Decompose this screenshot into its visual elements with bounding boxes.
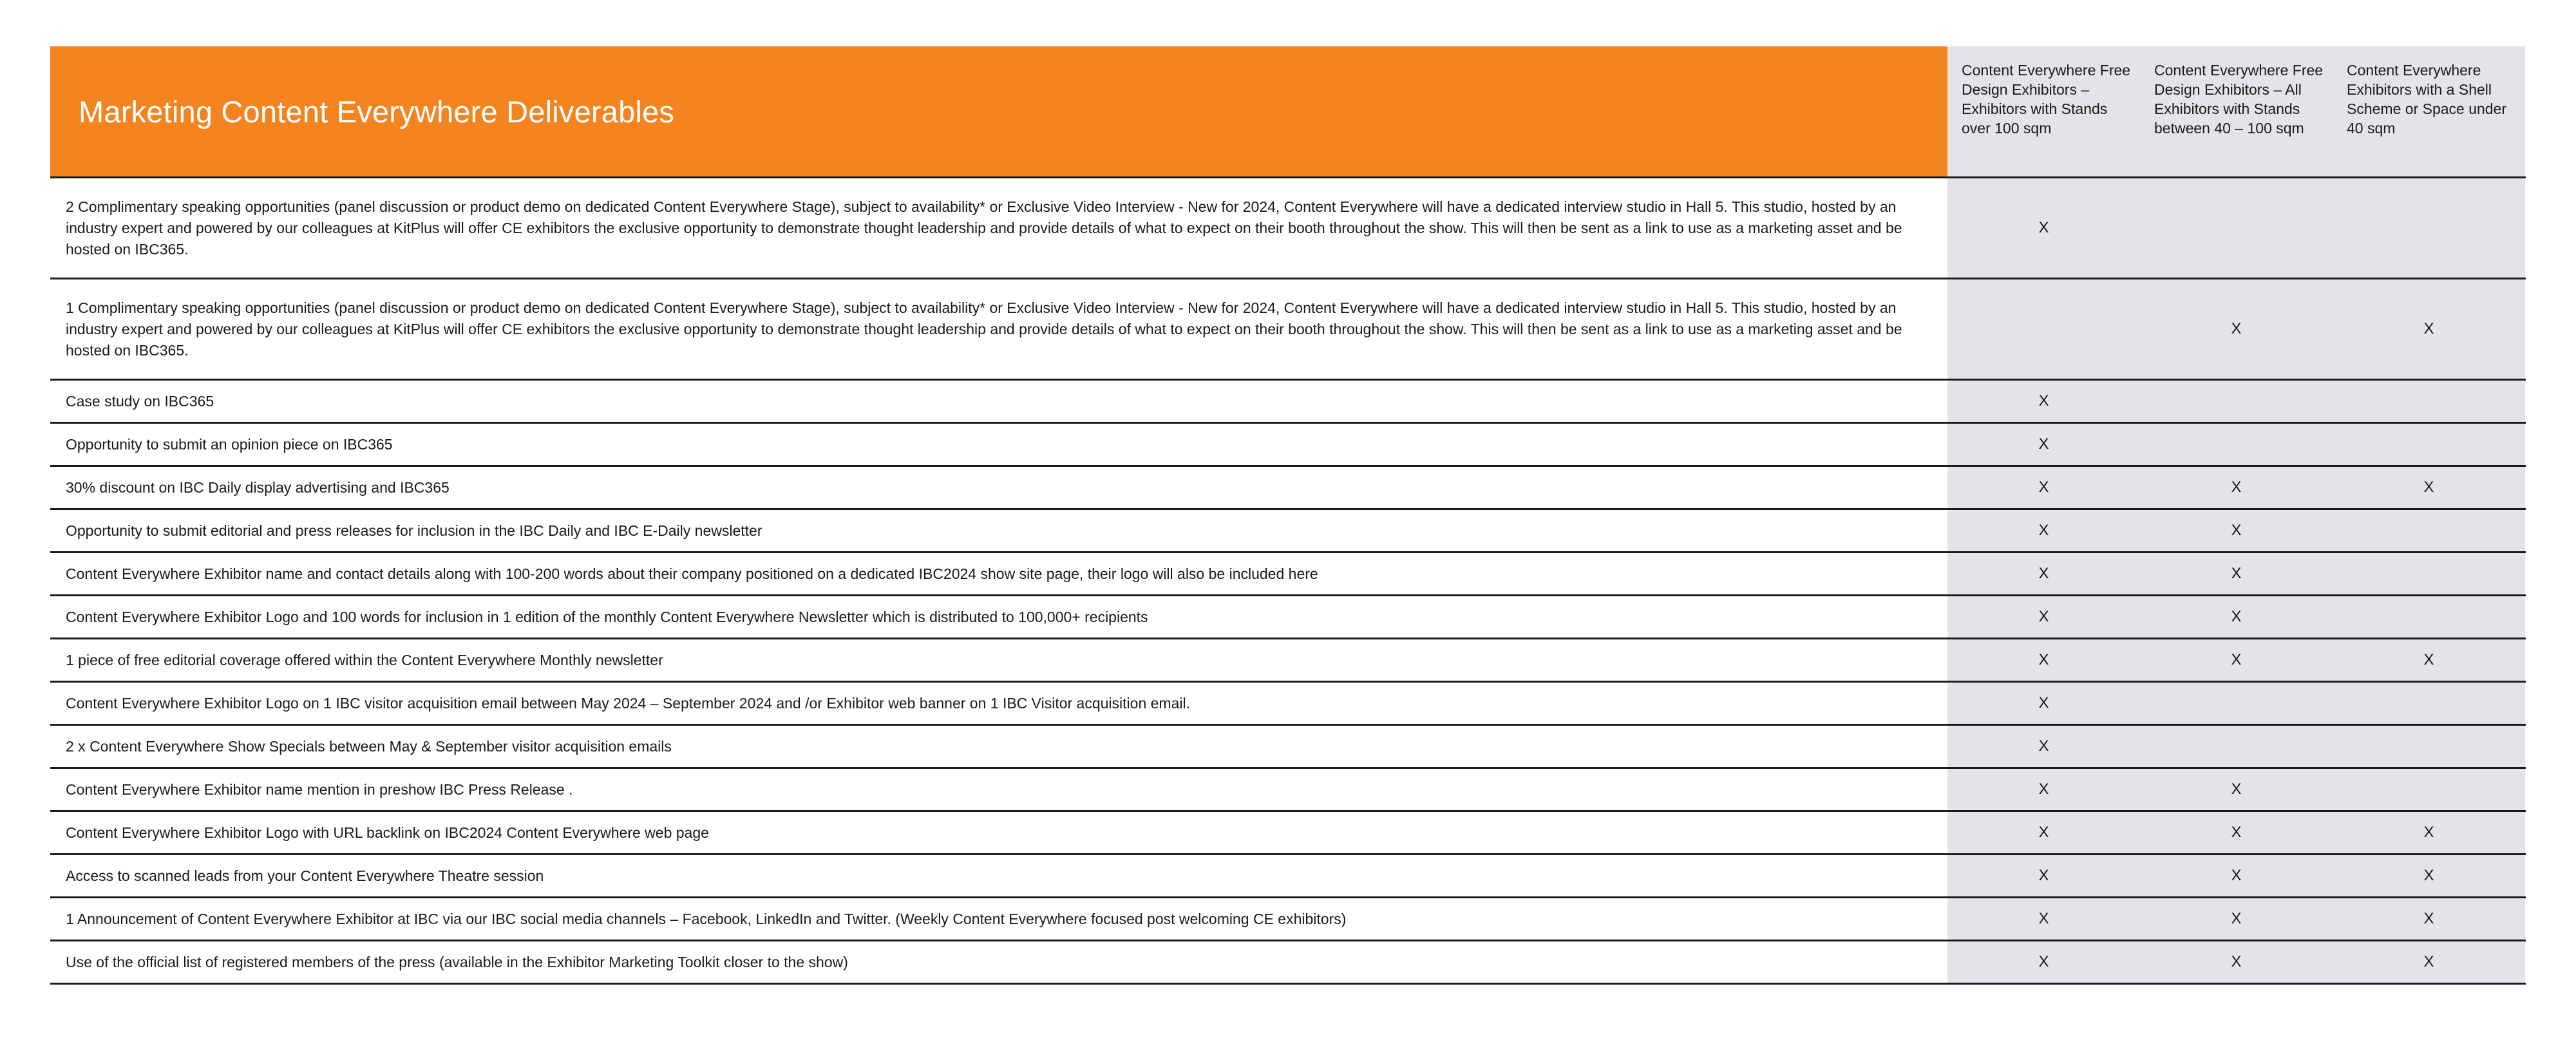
availability-mark: X	[2333, 812, 2525, 853]
availability-mark: X	[2140, 812, 2333, 853]
deliverable-description: 2 x Content Everywhere Show Specials between May & September visitor acquisition emails	[66, 737, 672, 755]
page-title: Marketing Content Everywhere Deliverables	[79, 94, 675, 129]
availability-mark: X	[1947, 683, 2140, 724]
table-row	[50, 467, 2526, 510]
availability-mark: X	[2140, 639, 2333, 681]
table-row	[50, 812, 2526, 855]
availability-mark: X	[2140, 855, 2333, 896]
table-row	[50, 178, 2526, 279]
availability-mark: X	[2140, 279, 2333, 379]
availability-mark: X	[1947, 381, 2140, 422]
availability-mark: X	[2333, 639, 2525, 681]
table-row	[50, 855, 2526, 898]
deliverable-description: 1 Complimentary speaking opportunities (panel discussion or product demo on dedicated Content Everywhere Stage), subject to availability* or Exclusive Video Interview - New for 2024, Content Everywhere will have a dedicated interview studio in Hall 5. This studio, hosted by an industry expert and powered by our colleagues at KitPlus will offer CE exhibitors the exclusive opportunity to demonstrate thought leadership and provide details of what to expect on their booth throughout the show. This will then be sent as a link to use as a marketing asset and be hosted on IBC365.	[66, 299, 1902, 359]
table-row	[50, 279, 2526, 381]
availability-mark: X	[1947, 553, 2140, 594]
table-row	[50, 769, 2526, 812]
deliverable-description: 2 Complimentary speaking opportunities (panel discussion or product demo on dedicated Content Everywhere Stage), subject to availability* or Exclusive Video Interview - New for 2024, Content Everywhere will have a dedicated interview studio in Hall 5. This studio, hosted by an industry expert and powered by our colleagues at KitPlus will offer CE exhibitors the exclusive opportunity to demonstrate thought leadership and provide details of what to expect on their booth throughout the show. This will then be sent as a link to use as a marketing asset and be hosted on IBC365.	[66, 198, 1902, 258]
availability-mark: X	[1947, 769, 2140, 810]
availability-mark: X	[1947, 467, 2140, 508]
availability-mark: X	[2333, 279, 2525, 379]
availability-mark: X	[1947, 510, 2140, 551]
table-row	[50, 596, 2526, 639]
availability-mark: X	[2140, 467, 2333, 508]
availability-mark: X	[1947, 855, 2140, 896]
table-row	[50, 726, 2526, 769]
availability-mark: X	[2140, 510, 2333, 551]
availability-mark	[1947, 279, 2140, 379]
deliverable-description: Content Everywhere Exhibitor name and contact details along with 100-200 words about their company positioned on a dedicated IBC2024 show site page, their logo will also be included here	[66, 565, 1318, 582]
deliverable-description: Opportunity to submit an opinion piece on IBC365	[66, 435, 393, 453]
table-row	[50, 639, 2526, 683]
availability-mark	[2333, 424, 2525, 465]
deliverable-description: Case study on IBC365	[66, 392, 214, 410]
availability-mark: X	[1947, 726, 2140, 767]
availability-mark	[2140, 381, 2333, 422]
table-row	[50, 381, 2526, 424]
availability-mark	[2333, 553, 2525, 594]
availability-mark	[2333, 178, 2525, 278]
deliverable-description: Use of the official list of registered members of the press (available in the Exhibitor Marketing Toolkit closer to the show)	[66, 953, 848, 970]
deliverable-description: Content Everywhere Exhibitor Logo and 100 words for inclusion in 1 edition of the monthly Content Everywhere Newsletter which is distributed to 100,000+ recipients	[66, 608, 1148, 625]
availability-mark	[2333, 381, 2525, 422]
table-row	[50, 941, 2526, 985]
availability-mark	[2333, 596, 2525, 638]
availability-mark: X	[1947, 639, 2140, 681]
deliverable-description: Content Everywhere Exhibitor Logo on 1 IBC visitor acquisition email between May 2024 – September 2024 and /or Exhibitor web banner on 1 IBC Visitor acquisition email.	[66, 694, 1190, 712]
availability-mark: X	[1947, 178, 2140, 278]
table-row	[50, 510, 2526, 553]
title-banner	[50, 46, 1947, 176]
deliverable-description: 30% discount on IBC Daily display advertising and IBC365	[66, 478, 450, 496]
availability-mark: X	[2333, 855, 2525, 896]
availability-mark: X	[2140, 898, 2333, 940]
deliverables-table	[50, 46, 2526, 985]
table-row	[50, 424, 2526, 467]
table-row	[50, 553, 2526, 596]
table-row	[50, 683, 2526, 726]
availability-mark	[2140, 683, 2333, 724]
availability-mark	[2140, 424, 2333, 465]
availability-mark: X	[2333, 898, 2525, 940]
availability-mark: X	[1947, 812, 2140, 853]
column-header-40-100: Content Everywhere Free Design Exhibitors – All Exhibitors with Stands between 40 – 100 sqm	[2140, 46, 2333, 176]
column-header-over-100: Content Everywhere Free Design Exhibitors – Exhibitors with Stands over 100 sqm	[1947, 46, 2140, 176]
availability-mark: X	[2140, 769, 2333, 810]
availability-mark	[2333, 683, 2525, 724]
table-row	[50, 898, 2526, 941]
availability-mark: X	[2333, 467, 2525, 508]
availability-mark	[2333, 769, 2525, 810]
availability-mark: X	[2140, 596, 2333, 638]
deliverable-description: 1 Announcement of Content Everywhere Exhibitor at IBC via our IBC social media channels – Facebook, LinkedIn and Twitter. (Weekly Content Everywhere focused post welcoming CE exhibitors)	[66, 910, 1347, 927]
availability-mark	[2140, 726, 2333, 767]
deliverable-description: Opportunity to submit editorial and press releases for inclusion in the IBC Daily and IBC E-Daily newsletter	[66, 522, 762, 539]
availability-mark: X	[2140, 941, 2333, 983]
availability-mark: X	[1947, 898, 2140, 940]
availability-mark	[2333, 726, 2525, 767]
deliverable-description: Access to scanned leads from your Content Everywhere Theatre session	[66, 867, 544, 884]
deliverable-description: 1 piece of free editorial coverage offered within the Content Everywhere Monthly newsletter	[66, 651, 663, 668]
deliverable-description: Content Everywhere Exhibitor name mention in preshow IBC Press Release .	[66, 780, 573, 798]
availability-mark: X	[2333, 941, 2525, 983]
table-body	[50, 178, 2526, 985]
availability-mark: X	[1947, 941, 2140, 983]
column-header-under-40: Content Everywhere Exhibitors with a Shell Scheme or Space under 40 sqm	[2333, 46, 2525, 176]
availability-mark: X	[1947, 596, 2140, 638]
table-header	[50, 46, 2526, 178]
availability-mark	[2333, 510, 2525, 551]
availability-mark: X	[2140, 553, 2333, 594]
availability-mark	[2140, 178, 2333, 278]
availability-mark: X	[1947, 424, 2140, 465]
deliverable-description: Content Everywhere Exhibitor Logo with URL backlink on IBC2024 Content Everywhere web page	[66, 824, 709, 841]
